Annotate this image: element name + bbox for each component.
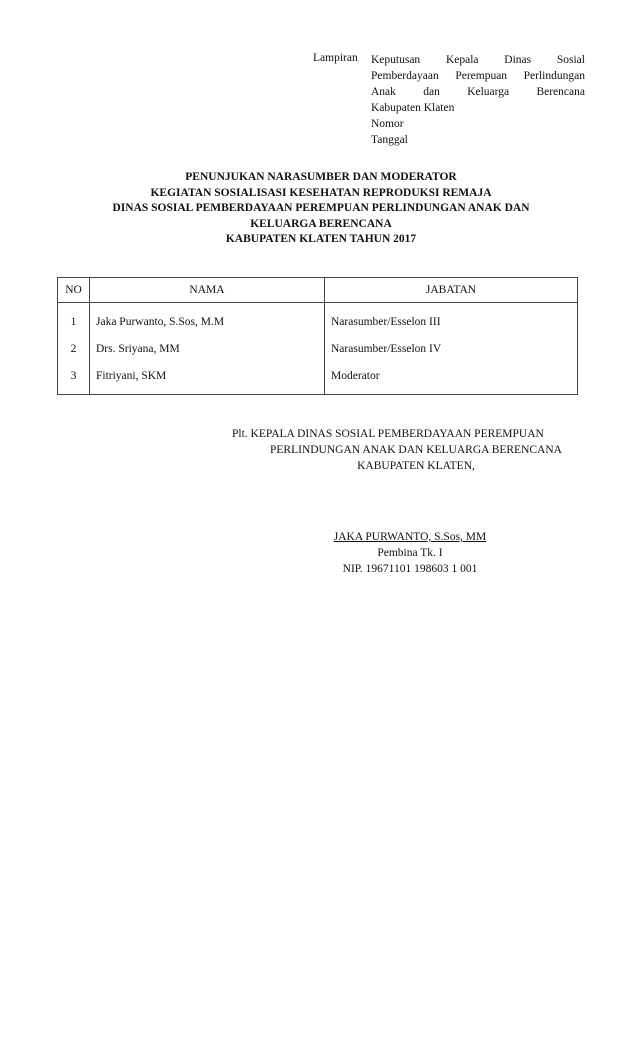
signatory-rank: Pembina Tk. I [377, 547, 443, 559]
lampiran-label: Lampiran [313, 52, 358, 64]
signer-line-2: PERLINDUNGAN ANAK DAN KELUARGA BERENCANA [270, 444, 562, 456]
header-nama: NAMA [90, 278, 325, 303]
row-no: 1 [70, 316, 77, 328]
row-no: 3 [70, 370, 77, 382]
header-jabatan: JABATAN [325, 278, 578, 303]
row-nama: Fitriyani, SKM [96, 370, 167, 382]
table-body-row [58, 303, 578, 395]
lampiran-nomor: Nomor [371, 118, 404, 130]
lampiran-word: Keputusan [371, 54, 421, 66]
column-nama [90, 303, 325, 395]
row-nama: Jaka Purwanto, S.Sos, M.M [96, 316, 225, 328]
lampiran-word: Anak [371, 86, 396, 98]
lampiran-tanggal: Tanggal [371, 134, 408, 146]
lampiran-word: Perempuan [455, 70, 508, 82]
row-nama: Drs. Sriyana, MM [96, 343, 180, 355]
heading-line-2: KEGIATAN SOSIALISASI KESEHATAN REPRODUKSI REMAJA [150, 186, 492, 199]
lampiran-line-3 [371, 84, 585, 100]
lampiran-word: Kepala [445, 54, 479, 66]
table-header-row [58, 278, 578, 303]
row-jabatan: Narasumber/Esselon IV [331, 343, 442, 355]
lampiran-word: Pemberdayaan [371, 70, 439, 82]
lampiran-body [371, 52, 585, 148]
signer-line-1: Plt. KEPALA DINAS SOSIAL PEMBERDAYAAN PEREMPUAN [232, 428, 544, 440]
lampiran-word: dan [423, 86, 440, 98]
signer-line-3: KABUPATEN KLATEN, [357, 460, 475, 472]
lampiran-word: Dinas [504, 54, 532, 66]
lampiran-line-1 [371, 52, 585, 68]
heading-line-3: DINAS SOSIAL PEMBERDAYAAN PEREMPUAN PERLINDUNGAN ANAK DAN [112, 202, 530, 214]
lampiran-word: Perlindungan [523, 70, 585, 82]
signatory-nip: NIP. 19671101 198603 1 001 [342, 563, 478, 575]
lampiran-word: Sosial [556, 54, 585, 66]
header-no: NO [58, 278, 90, 303]
heading-line-5: KABUPATEN KLATEN TAHUN 2017 [225, 233, 417, 245]
row-jabatan: Moderator [331, 370, 380, 382]
heading-line-1: PENUNJUKAN NARASUMBER DAN MODERATOR [185, 171, 457, 183]
signer-title [226, 426, 606, 474]
document-heading [40, 170, 602, 248]
column-jabatan [325, 303, 578, 395]
row-jabatan: Narasumber/Esselon III [331, 316, 441, 328]
signature-block [300, 529, 520, 577]
narasumber-table [57, 277, 578, 395]
row-no: 2 [70, 343, 77, 355]
lampiran-kabupaten: Kabupaten Klaten [371, 102, 455, 114]
column-no [58, 303, 90, 395]
lampiran-line-2 [371, 68, 585, 84]
heading-line-4: KELUARGA BERENCANA [250, 217, 392, 230]
signatory-name: JAKA PURWANTO, S.Sos, MM [333, 531, 487, 543]
lampiran-word: Keluarga [467, 86, 510, 98]
lampiran-word: Berencana [536, 86, 585, 98]
